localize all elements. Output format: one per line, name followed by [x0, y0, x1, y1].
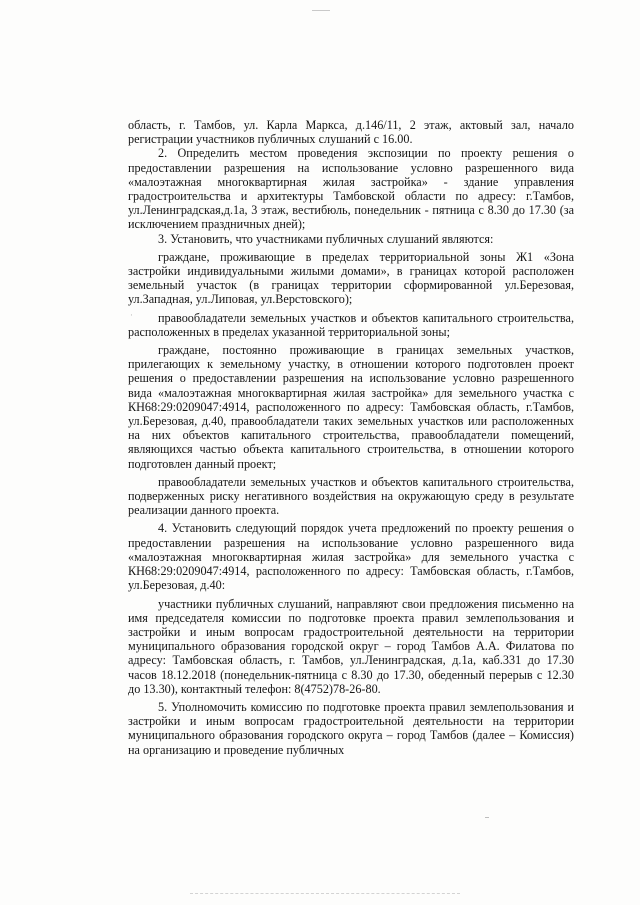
paragraph-continuation: область, г. Тамбов, ул. Карла Маркса, д.146/11, 2 этаж, актовый зал, начало регистрации участников публичных слушаний с 16.00. [128, 118, 574, 147]
proposals-procedure: участники публичных слушаний, направляют свои предложения письменно на имя председателя комиссии по подготовке проекта правил землепользования и застройки и иным вопросам градостроительной деятельности на территории муниципального образования городской округ – город Тамбов А.А. Филатова по адресу: Тамбовская область, г. Тамбов, ул.Ленинградская, д.1а, каб.331 до 17.30 часов 18.12.2018 (понедельник-пятница с 8.30 до 17.30, обеденный перерыв с 12.30 до 13.30), контактный телефон: 8(4752)78-26-80. [128, 596, 574, 696]
participants-rights-holders-zone: правообладатели земельных участков и объектов капитального строительства, расположенных в пределах указанной территориальной зоны; [128, 310, 574, 339]
paragraph-item-4: 4. Установить следующий порядок учета предложений по проекту решения о предоставлении разрешения на использование условно разрешенного вида «малоэтажная многоквартирная жилая застройка» для земельного участка с КН68:29:0209047:4914, расположенного по адресу: Тамбовская область, г.Тамбов, ул.Березовая, д.40: [128, 521, 574, 593]
paragraph-item-2: 2. Определить местом проведения экспозиции по проекту решения о предоставлении разрешения на использование условно разрешенного вида «малоэтажная многоквартирная жилая застройка» - здание управления градостроительства и архитектуры Тамбовской области по адресу: г.Тамбов, ул.Ленинградская,д.1а, 3 этаж, вестибюль, понедельник - пятница с 8.30 до 17.30 (за исключением праздничных дней); [128, 146, 574, 232]
participants-environmental-risk: правообладатели земельных участков и объектов капитального строительства, подверженных риску негативного воздействия на окружающую среду в результате реализации данного проекта. [128, 474, 574, 518]
participants-residents-zone: граждане, проживающие в пределах территориальной зоны Ж1 «Зона застройки индивидуальными жилыми домами», в границах которой расположен земельный участок (в границах территории сформированной ул.Березовая, ул.Западная, ул.Липовая, ул.Верстовского); [128, 249, 574, 307]
paragraph-item-3: 3. Установить, что участниками публичных слушаний являются: [158, 231, 494, 246]
scan-artifact-left: · [130, 311, 133, 321]
scan-artifact-bottom-mark [485, 817, 489, 818]
scan-artifact-top [312, 10, 330, 11]
scan-artifact-bottom-line [190, 893, 460, 895]
participants-adjacent-residents: граждане, постоянно проживающие в границах земельных участков, прилегающих к земельному участку, в отношении которого подготовлен проект решения о предоставлении разрешения на использование условно разрешенного вида «малоэтажная многоквартирная жилая застройка» для земельного участка с КН68:29:0209047:4914, расположенного по адресу: Тамбовская область, г.Тамбов, ул.Березовая, д.40, правообладатели таких земельных участков или расположенных на них объектов капитального строительства, правообладатели помещений, являющихся частью объекта капитального строительства, в отношении которого подготовлен данный проект; [128, 343, 574, 471]
document-body [128, 118, 574, 757]
paragraph-item-5: 5. Уполномочить комиссию по подготовке проекта правил землепользования и застройки и иным вопросам градостроительной деятельности на территории муниципального образования городского округа – город Тамбов (далее – Комиссия) на организацию и проведение публичных [128, 699, 574, 757]
